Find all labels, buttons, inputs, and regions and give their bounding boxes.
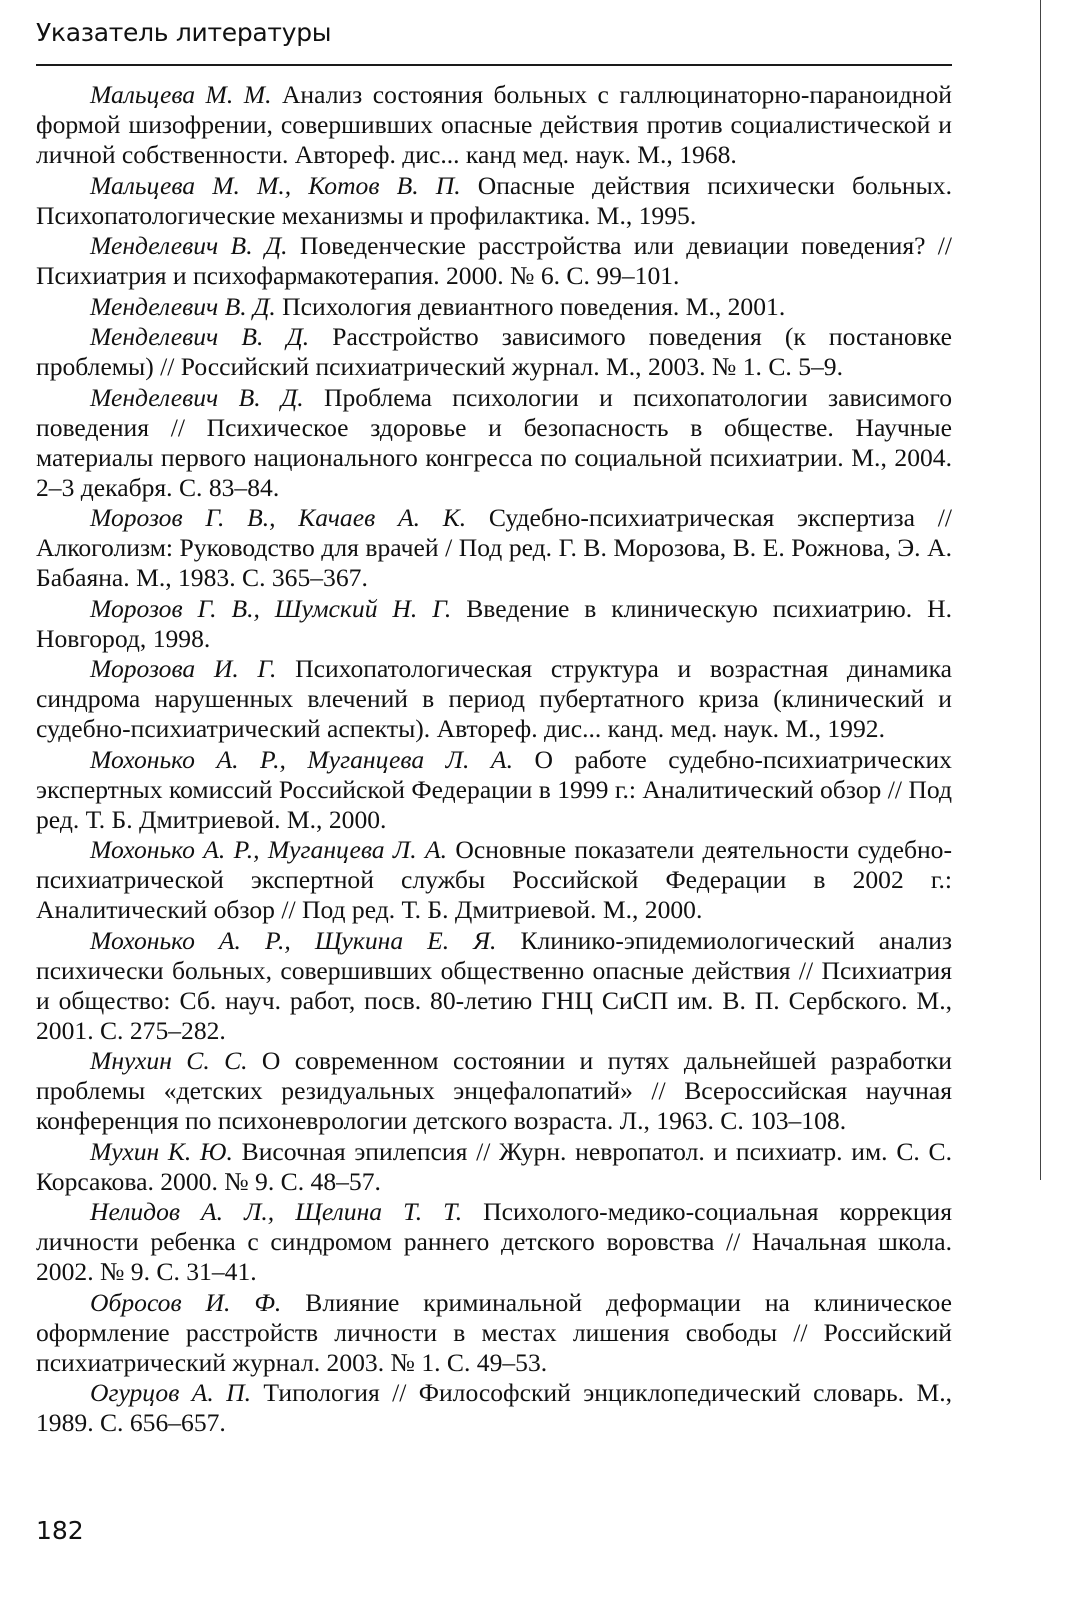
reference-author: Менделевич В. Д. xyxy=(90,382,304,412)
reference-author: Мохонько А. Р., Муганцева Л. А. xyxy=(90,744,513,774)
reference-entry xyxy=(36,594,952,654)
reference-author: Мнухин С. С. xyxy=(90,1046,248,1075)
reference-entry xyxy=(36,745,952,835)
reference-entry xyxy=(36,171,952,231)
reference-author: Мохонько А. Р., Муганцева Л. А. xyxy=(90,835,448,864)
reference-text: Психопатологическая структура и возрастная динамика синдрома нарушенных влечений в период пубертатного криза (клинический и судебно-психиатрический аспекты). Автореф. дис... канд. мед. наук. М., 1992. xyxy=(36,654,952,743)
reference-entry xyxy=(36,80,952,170)
reference-author: Нелидов А. Л., Щелина Т. Т. xyxy=(90,1197,463,1226)
reference-author: Мохонько А. Р., Щукина Е. Я. xyxy=(90,925,497,955)
reference-text: Типология // Философский энциклопедический словарь. М., 1989. С. 656–657. xyxy=(36,1378,953,1437)
reference-entry xyxy=(36,654,952,744)
reference-entry xyxy=(36,1137,952,1197)
reference-entry xyxy=(36,1046,952,1136)
reference-entry xyxy=(36,503,952,593)
reference-author: Морозов Г. В., Качаев А. К. xyxy=(90,503,467,532)
reference-author: Менделевич В. Д. xyxy=(90,231,288,260)
reference-text: Психолого-медико-социальная коррекция личности ребенка с синдромом раннего детского воровства // Начальная школа. 2002. № 9. С. 31–41. xyxy=(36,1197,952,1286)
reference-text: Проблема психологии и психопатологии зависимого поведения // Психическое здоровье и безопасность в обществе. Научные материалы первого национального конгресса по социальной психиатрии. М., 2004. 2–3 декабря. С. 83–84. xyxy=(36,382,952,502)
reference-text: Влияние криминальной деформации на клиническое оформление расстройств личности в местах лишения свободы // Российский психиатрический журнал. 2003. № 1. С. 49–53. xyxy=(36,1287,952,1377)
book-page xyxy=(36,0,952,1600)
reference-text: Височная эпилепсия // Журн. невропатол. и психиатр. им. С. С. Корсакова. 2000. № 9. С. 48–57. xyxy=(36,1136,952,1196)
reference-text: Опасные действия психически больных. Психопатологические механизмы и профилактика. М., 1995. xyxy=(36,170,952,230)
reference-author: Морозова И. Г. xyxy=(90,654,277,683)
reference-author: Менделевич В. Д. xyxy=(90,291,276,321)
reference-text: Введение в клиническую психиатрию. Н. Новгород, 1998. xyxy=(36,593,953,653)
reference-text: Анализ состояния больных с галлюцинаторно-параноидной формой шизофрении, совершивших опасные действия против социалистической и личной собственности. Автореф. дис... канд мед. наук. М., 1968. xyxy=(36,80,952,169)
header-divider xyxy=(36,64,952,66)
reference-entry xyxy=(36,835,952,925)
scan-edge-line xyxy=(1040,0,1041,1180)
page-number: 182 xyxy=(36,1516,84,1545)
reference-text: Расстройство зависимого поведения (к постановке проблемы) // Российский психиатрический журнал. М., 2003. № 1. С. 5–9. xyxy=(36,322,953,381)
reference-entry xyxy=(36,1197,952,1287)
reference-entry xyxy=(36,322,952,382)
reference-entry xyxy=(36,1378,952,1438)
reference-text: Основные показатели деятельности судебно-психиатрической экспертной службы Российской Федерации в 2002 г.: Аналитический обзор // Под ред. Т. Б. Дмитриевой. М., 2000. xyxy=(36,835,952,924)
reference-author: Менделевич В. Д. xyxy=(90,322,310,351)
reference-text: О работе судебно-психиатрических экспертных комиссий Российской Федерации в 1999 г.: Аналитический обзор // Под ред. Т. Б. Дмитриевой. М., 2000. xyxy=(36,744,952,834)
reference-text: О современном состоянии и путях дальнейшей разработки проблемы «детских резидуальных энцефалопатий» // Всероссийская научная конференция по психоневрологии детского возраста. Л., 1963. С. 103–108. xyxy=(36,1046,952,1135)
reference-author: Обросов И. Ф. xyxy=(90,1287,282,1317)
reference-entry xyxy=(36,383,952,503)
reference-text: Поведенческие расстройства или девиации поведения? // Психиатрия и психофармакотерапия. 2000. № 6. С. 99–101. xyxy=(36,231,952,290)
reference-entry xyxy=(36,926,952,1046)
running-header: Указатель литературы xyxy=(36,18,332,47)
reference-author: Огурцов А. П. xyxy=(90,1378,251,1407)
reference-author: Мальцева М. М., Котов В. П. xyxy=(90,170,461,200)
reference-author: Морозов Г. В., Шумский Н. Г. xyxy=(90,593,452,623)
reference-entry xyxy=(36,231,952,291)
reference-list xyxy=(36,80,952,1439)
reference-entry xyxy=(36,292,952,322)
reference-author: Мухин К. Ю. xyxy=(90,1136,233,1166)
reference-text: Психология девиантного поведения. М., 2001. xyxy=(275,291,786,321)
reference-author: Мальцева М. М. xyxy=(90,80,272,109)
reference-text: Судебно-психиатрическая экспертиза // Алкоголизм: Руководство для врачей / Под ред. Г. В. Морозова, В. Е. Рожнова, Э. А. Бабаяна. М., 1983. С. 365–367. xyxy=(36,503,952,592)
reference-entry xyxy=(36,1288,952,1378)
reference-text: Клинико-эпидемиологический анализ психически больных, совершивших общественно опасные действия // Психиатрия и общество: Сб. науч. работ, посв. 80-летию ГНЦ СиСП им. В. П. Сербского. М., 2001. С. 275–282. xyxy=(36,925,952,1045)
